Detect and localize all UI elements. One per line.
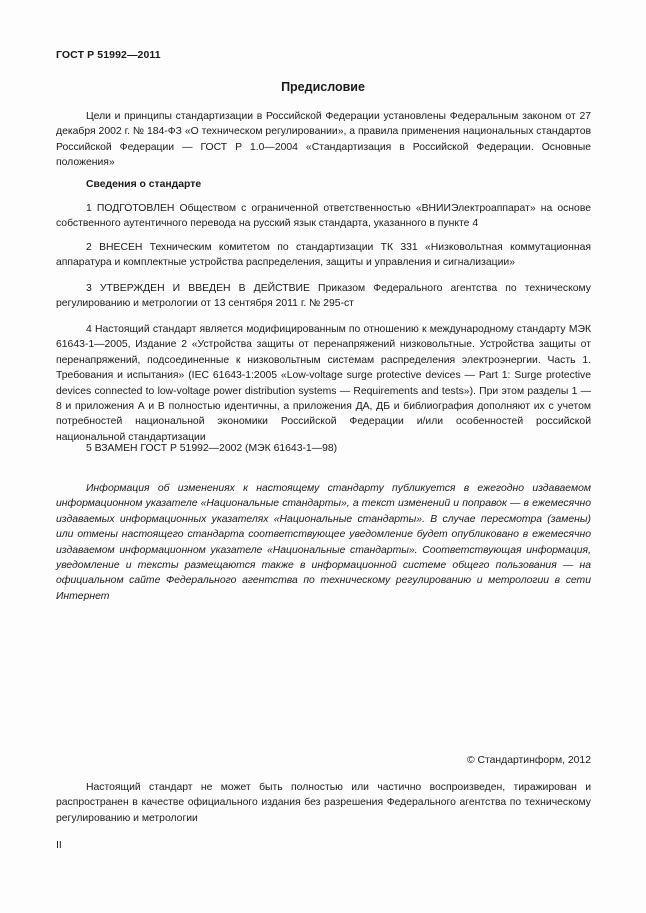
page-number: II [56,840,62,851]
page-title: Предисловие [281,80,365,94]
item-2: 2 ВНЕСЕН Техническим комитетом по стандартизации ТК 331 «Низковольтная коммутационная аппаратура и комплектные устройства распределения, защиты и управления и сигнализации» [56,242,591,269]
section-heading: Сведения о стандарте [86,179,202,190]
item-3: 3 УТВЕРЖДЕН И ВВЕДЕН В ДЕЙСТВИЕ Приказом Федерального агентства по техническому регулированию и метрологии от 13 сентября 2011 г. № 295-ст [56,283,591,310]
copyright-notice: © Стандартинформ, 2012 [466,755,591,766]
document-code: ГОСТ Р 51992—2011 [56,49,161,61]
item-1: 1 ПОДГОТОВЛЕН Обществом с ограниченной ответственностью «ВНИИЭлектроаппарат» на основе собственного аутентичного перевода на русский язык стандарта, указанного в пункте 4 [56,203,591,230]
item-5: 5 ВЗАМЕН ГОСТ Р 51992—2002 (МЭК 61643-1—98) [86,443,338,454]
notice-paragraph: Информация об изменениях к настоящему стандарту публикуется в ежегодно издаваемом информационном указателе «Национальные стандарты», а текст изменений и поправок — в ежемесячно издаваемых информационных указателях «Национальные стандарты». В случае пересмотра (замены) или отмены настоящего стандарта соответствующее уведомление будет опубликовано в ежемесячно издаваемом информационном указателе «Национальные стандарты». Соответствующая информация, уведомление и тексты размещаются также в информационной системе общего пользования — на официальном сайте Федерального агентства по техническому регулированию и метрологии в сети Интернет [56,483,591,602]
intro-paragraph: Цели и принципы стандартизации в Российской Федерации установлены Федеральным законом от 27 декабря 2002 г. № 184-ФЗ «О техническом регулировании», а правила применения национальных стандартов Российской Федерации — ГОСТ Р 1.0—2004 «Стандартизация в Российской Федерации. Основные положения» [56,111,591,169]
item-4: 4 Настоящий стандарт является модифицированным по отношению к международному стандарту МЭК 61643-1—2005, Издание 2 «Устройства защиты от перенапряжений низковольтные. Устройства защиты от перенапряжений, подсоединенные к низковольтным системам распределения электроэнергии. Часть 1. Требования и испытания» (IEC 61643-1:2005 «Low-voltage surge protective devices — Part 1: Surge protective devices connected to low-voltage power distribution systems — Requirements and tests»). При этом разделы 1 — 8 и приложения А и В полностью идентичны, а приложения ДА, ДБ и библиография дополняют их с учетом потребностей национальной экономики Российской Федерации и/или особенностей российской национальной стандартизации [56,324,591,443]
footer-note: Настоящий стандарт не может быть полностью или частично воспроизведен, тиражирован и распространен в качестве официального издания без разрешения Федерального агентства по техническому регулированию и метрологии [56,782,591,824]
